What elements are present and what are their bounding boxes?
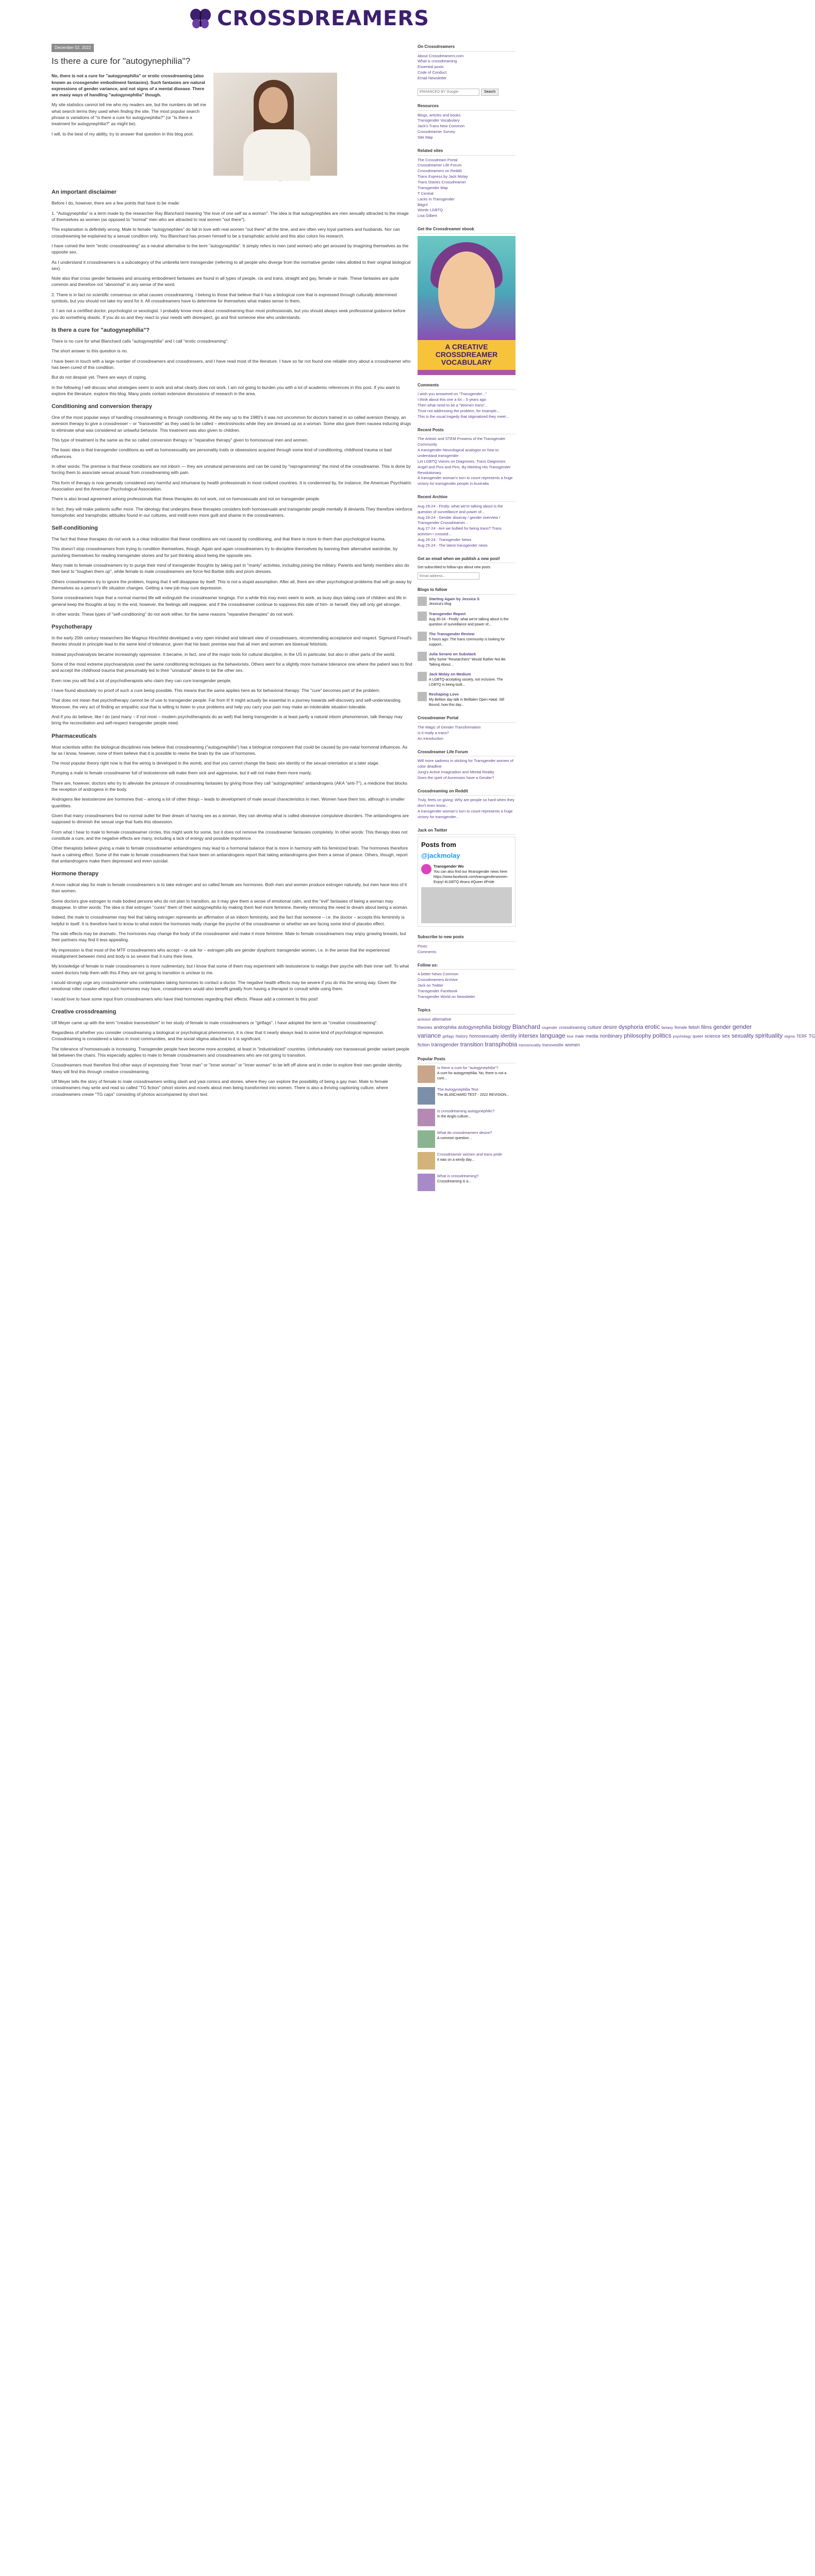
archive-heading: Recent Archive bbox=[418, 494, 515, 502]
section-heading: Is there a cure for "autogynephilia"? bbox=[52, 327, 150, 333]
site-brand: CROSSDREAMERS bbox=[217, 7, 429, 30]
sidebar-link[interactable]: Then what need to be a "Women trans"... bbox=[418, 403, 488, 408]
subscribe-heading: Subscribe to new posts bbox=[418, 934, 515, 942]
section-paragraph: In fact, they will make patients suffer more. The ideology that underpins these therapies considers both homosexuals and transgender people mentally ill deviants.They therefore reinforce homophobic and transphobic attitudes found in our cultures, and instill even more guilt and shame in the crossdreamers. bbox=[52, 506, 412, 518]
sidebar-link[interactable]: T Central bbox=[418, 191, 434, 196]
section-paragraph: Some of the most extreme psychoanalysis used the same conditioning techniques as the behaviorists. Others went for a slightly more humane tolerance one where the patient was to find and accept the childhood trauma that presumably led to their "unnatural" desire to be the other sex. bbox=[52, 662, 412, 673]
popular-block bbox=[418, 1056, 515, 1192]
section-paragraph: In other words: These types of "self-conditioning" do not work either, for the same reasons "reparative therapies" do not work. bbox=[52, 611, 294, 617]
section-paragraph: Other therapists believe giving a male to female crossdreamer antiandrogens may lead to a hormonal balance that is more in harmony with his feminized brain. The hormones therefore have a calming effect. Some of the male to female crossdreamers that have been on antiandrogens report that taking antiandrogens give them a sense of peace. Others, though, report that antiandrogens make them depressed and even suicidal. bbox=[52, 845, 408, 863]
blogs-list bbox=[418, 597, 515, 708]
on-crossdreamers-block bbox=[418, 44, 515, 81]
popular-post-excerpt: It was on a windy day... bbox=[437, 1158, 475, 1162]
topic-label-link[interactable]: androphilia bbox=[434, 1025, 457, 1030]
twitter-block bbox=[418, 827, 515, 927]
follow-block bbox=[418, 962, 515, 1000]
sidebar-link[interactable]: Does the spirit of Ascension have a Gender? bbox=[418, 775, 494, 780]
forum-heading: Crossdreamer Life Forum bbox=[418, 749, 515, 757]
sidebar-link[interactable]: Is it really a trans? bbox=[418, 730, 449, 735]
popular-post-item[interactable] bbox=[418, 1152, 515, 1170]
sidebar-link[interactable]: An introduction bbox=[418, 736, 444, 741]
blog-thumbnail bbox=[418, 612, 427, 621]
on-crossdreamers-heading: On Crossdreamers bbox=[418, 44, 515, 52]
twitter-avatar bbox=[421, 864, 431, 874]
search-block bbox=[418, 89, 515, 96]
twitter-text: You can also find our #transgender news here: https://www.facebook.com/transgenderwomen Enjoy! #LGBTQ #trans #Queer #Pride bbox=[434, 870, 508, 885]
butterfly-icon bbox=[189, 7, 212, 30]
follow-list bbox=[418, 972, 515, 999]
section-paragraph: There is also broad agreement among professionals that these therapies do not work, not on homosexuals and not on transgender people. bbox=[52, 496, 321, 502]
sidebar-link[interactable]: Bitgrrl bbox=[418, 202, 428, 207]
section-paragraph: Pumping a male to female crossdreamer full of testosterone will make them sick and aggressive, but it will not make them more manly. bbox=[52, 770, 312, 776]
section-paragraph: Most scientists within the biological disciplines now believe that crossdreaming ("autogynephilia") has a biological component that could be caused by pre-natal hormonal influences. As far as I know, however, none of them believe that it is possible to rewire the brain by the use of hormones. bbox=[52, 744, 408, 756]
section-heading: Self-conditioning bbox=[52, 525, 98, 532]
blog-thumbnail bbox=[418, 632, 427, 641]
popular-post-thumbnail bbox=[418, 1130, 435, 1148]
hero-figure bbox=[213, 73, 337, 182]
popular-post-title[interactable]: The Autogynephilia Test bbox=[437, 1087, 478, 1092]
intro-paragraph: I will, to the best of my ability, try to answer that question in this blog post. bbox=[52, 131, 194, 137]
section-paragraph: And if you do believe, like I do (and many – if not most – modern psychotherapists do as well) that being transgender is at least partly a natural inborn phenomenon, talk therapy may bring the reconciliation and self-respect transgender people need. bbox=[52, 714, 403, 726]
related-list bbox=[418, 158, 515, 219]
twitter-title: Posts from bbox=[421, 841, 456, 849]
section-paragraph: 3. I am not a certified doctor, psychologist or sexologist. I probably know more about crossdreaming than most professionals, but you should always seek professional guidance before you do something drastic. If you do so and they react to your needs with disrespect, go and find someone else who understands. bbox=[52, 308, 406, 320]
post-date: December 02, 2022 bbox=[52, 44, 94, 52]
section-paragraph: 1. "Autogynephilia" is a term made by the researcher Ray Blanchard meaning "the love of one self as a woman". The idea is that autogynephiles are men sexually attracted to the image of themselves as women (as opposed to "normal" men who are attracted to real women "out there"). bbox=[52, 210, 409, 222]
comments-block bbox=[418, 382, 515, 420]
section-heading: Pharmaceuticals bbox=[52, 733, 97, 739]
sidebar-link[interactable]: Comments bbox=[418, 949, 437, 954]
sidebar-link[interactable]: A transgender woman's turn to count represents a huge victory for transgender... bbox=[418, 809, 513, 819]
reddit-list bbox=[418, 798, 515, 820]
popular-post-thumbnail bbox=[418, 1087, 435, 1105]
sidebar-link[interactable]: Transgender Map bbox=[418, 185, 448, 190]
blog-title[interactable]: Jack Molay on Medium bbox=[429, 672, 471, 677]
popular-post-excerpt: The BLANCHARD TEST - 2022 REVISION... bbox=[437, 1093, 509, 1097]
post-main bbox=[52, 44, 412, 2576]
section-paragraph: Given that many crossdreamers find no normal outlet for their dream of having sex as a woman, they can develop what is called obsessive compulsive disorders. The antiandrogens are supposed to diminish the sexual urge that fuels this obsession. bbox=[52, 813, 409, 825]
post-body bbox=[52, 189, 412, 1097]
blog-thumbnail bbox=[418, 692, 427, 701]
popular-post-title[interactable]: Is there a cure for "autogynephilia"? bbox=[437, 1065, 498, 1071]
hero-image[interactable] bbox=[213, 73, 337, 176]
topic-label-link[interactable]: intersex bbox=[518, 1032, 539, 1039]
topic-label-link[interactable]: cisgender bbox=[541, 1026, 558, 1030]
portal-block bbox=[418, 715, 515, 741]
sidebar-link[interactable]: Aug 28-24 - Gender disarray / gender overview / Transgender Crossdreamer... bbox=[418, 515, 501, 526]
sidebar-link[interactable]: Lisa Gilbert bbox=[418, 213, 437, 218]
blog-title[interactable]: Reshaping Love bbox=[429, 692, 459, 697]
blog-item[interactable] bbox=[418, 632, 515, 648]
topic-label-link[interactable]: female bbox=[674, 1025, 687, 1030]
section-paragraph: Note also that cross gender fantasies and arousing embodiment fantasies are found in all types of people, cis and trans, straight and gay, female or male. These fantasies are quite common and therefore not "abnormal" in any sense of the word. bbox=[52, 276, 399, 287]
topic-label-link[interactable]: transphobia bbox=[485, 1040, 518, 1048]
related-heading: Related sites bbox=[418, 148, 515, 156]
sidebar-link[interactable]: Jack on Twitter bbox=[418, 983, 443, 988]
topic-label-link[interactable]: desire bbox=[603, 1025, 618, 1031]
section-heading: An important disclaimer bbox=[52, 189, 117, 196]
blog-title[interactable]: Julia Serano on Substack bbox=[429, 651, 476, 656]
section-paragraph: In the early 20th century researchers like Magnus Hirschfeld developed a very open minded and tolerant view of crossdressers, recommending acceptance and respect. Sigmund Freud's theories should in principle lead to the same kind of tolerance, given that his basic premise was that all men and women are bisexual fetishists. bbox=[52, 635, 412, 647]
sidebar-link[interactable]: Trust not addressing the problem, for example... bbox=[418, 408, 500, 413]
resources-block bbox=[418, 103, 515, 141]
topic-label-link[interactable]: language bbox=[540, 1031, 565, 1039]
popular-list bbox=[418, 1065, 515, 1191]
topic-label-link[interactable]: politics bbox=[652, 1031, 672, 1039]
blog-title[interactable]: Transgender Report bbox=[429, 611, 466, 616]
sidebar-link[interactable]: Will more sadness in sticking for Transgender women of color deadline bbox=[418, 758, 513, 769]
topic-label-link[interactable]: fantasy bbox=[661, 1026, 673, 1030]
section-paragraph: This explanation is definitely wrong. Male to female "autogynephiles" do fall in love with real women "out there" all the time, and are often very loyal partners and husbands. Nor can crossdreaming be explained by a sexual condition only. You Blanchard has proven himself to be a transphobic activist and this also colors his research. bbox=[52, 227, 400, 239]
archive-list bbox=[418, 504, 515, 549]
topic-label-link[interactable]: culture bbox=[587, 1025, 602, 1030]
sidebar-link[interactable]: Blogs, articles and books bbox=[418, 112, 461, 117]
blog-item[interactable] bbox=[418, 652, 515, 668]
subscribe-list bbox=[418, 944, 515, 955]
sidebar-link[interactable]: Words LGBTQ bbox=[418, 208, 443, 213]
blogs-heading: Blogs to follow bbox=[418, 587, 515, 595]
portal-heading: Crossdreamer Portal bbox=[418, 715, 515, 723]
vocab-block bbox=[418, 226, 515, 375]
popular-post-thumbnail bbox=[418, 1152, 435, 1170]
topic-label-link[interactable]: erotic bbox=[644, 1023, 660, 1031]
on-crossdreamers-list bbox=[418, 54, 515, 81]
section-paragraph: I would strongly urge any crossdreamer who contemplates taking hormones to contact a doctor. The negative health effects may be severe if you do this the wrong way. Given the emotional roller coaster effect such hormones may have, crossdreamers would also benefit greatly from having a therapist to consult while using them. bbox=[52, 979, 397, 992]
section-paragraph: I have been in touch with a large number of crossdreamers and crossdressers, and I have read most of the literature. I have so far not found one reliable story about a crossdreamer who has been cured of this condition. bbox=[52, 358, 411, 370]
post-intro bbox=[52, 73, 412, 182]
section-paragraph: My impression is that most of the MTF crossdreamers who accept – or ask for – estrogen pills are gender dysphoric transgender women, i.e. in the sense that the experienced misalignment between mind and body is so severe that it ruins their lives. bbox=[52, 947, 390, 959]
sidebar-link[interactable]: Jack's Trans New Common bbox=[418, 124, 465, 129]
section-paragraph: A more radical step for male to female crossdreamers is to take estrogen and so called female sex hormones. Both men and women produce estrogen naturally, but men have less of it than women. bbox=[52, 882, 407, 894]
topic-label-link[interactable]: spirituality bbox=[755, 1031, 783, 1039]
section-paragraph: Even now you will find a lot of psychotherapists who claim they can cure transgender people. bbox=[52, 677, 232, 683]
recent-block bbox=[418, 427, 515, 487]
sidebar-link[interactable]: The Magic of Gender Transformation bbox=[418, 725, 481, 730]
sidebar-link[interactable]: Aug 29-24 - Firstly: what we're talking about is the question of surveillance and power of... bbox=[418, 503, 503, 514]
recent-list bbox=[418, 436, 515, 487]
sidebar-link[interactable]: Essential posts bbox=[418, 64, 444, 70]
section-paragraph: The side effects may be dramatic. The hormones may change the body of the crossdreamer and make it more feminine. Male to female crossdreamers may enjoy growing breasts, but their partners may find it less appealing. bbox=[52, 931, 406, 943]
labels-block bbox=[418, 1007, 815, 1049]
sidebar-link[interactable]: Code of Conduct bbox=[418, 70, 447, 75]
topic-label-link[interactable]: gender variance bbox=[418, 1023, 752, 1039]
blog-excerpt: Aug 30-24 - Firstly: what we're talking about is the question of surveillance and power of... bbox=[429, 617, 509, 626]
blog-title[interactable]: Starting Again by Jessica S bbox=[429, 596, 480, 601]
topic-label-link[interactable]: love bbox=[567, 1035, 574, 1039]
topic-label-link[interactable]: philosophy bbox=[624, 1032, 651, 1039]
portal-list bbox=[418, 725, 515, 742]
sidebar-link[interactable]: Aug 27-24 - Are we bullied for being trans? Trans activism I crossed... bbox=[418, 526, 502, 537]
topic-label-link[interactable]: Blanchard bbox=[512, 1023, 540, 1031]
topic-label-link[interactable]: women bbox=[564, 1042, 580, 1047]
section-paragraph: Many male to female crossdreamers try to purge their mind of transgender thoughts by taking part in "manly" activities, including joining the military. Parents and family members also do their best to "toughen them up", while female to male crossdreamers are force-fed Barbie dolls and prom dresses. bbox=[52, 563, 409, 574]
sidebar-link[interactable]: Trans Express by Jack Molay bbox=[418, 174, 468, 179]
topic-label-link[interactable]: gender bbox=[713, 1024, 731, 1031]
sidebar-link[interactable]: About Crossdreamers.com bbox=[418, 53, 464, 58]
popular-post-excerpt: A common question... bbox=[437, 1137, 472, 1141]
sidebar-link[interactable]: Aug 25-24 - The latest transgender news bbox=[418, 543, 488, 548]
section-paragraph: Some crossdreamers hope that a normal married life will extinguish the crossdreamer longings. For a while this may even seem to work, as busy days taking care of children and life in general keep the thoughts at bay. In the end, however, the feelings will reappear, and if the crossdreamer continue to suppress this side of him- or herself, they will only get stronger. bbox=[52, 595, 407, 607]
popular-post-title[interactable]: What is crossdreaming? bbox=[437, 1174, 479, 1179]
topic-label-link[interactable]: TG fiction bbox=[418, 1033, 815, 1047]
topic-label-link[interactable]: autogynephilia bbox=[458, 1025, 492, 1031]
intro-bold: No, there is not a cure for "autogynephilia" or erotic crossdreaming (also known as crossgender embodiment fantasies). Such fantasies are natural expressions of gender variance, and not signs of a mental disease. There are many ways of handling "autogynephilia" though. bbox=[52, 73, 205, 98]
sidebar-link[interactable]: The Artistic and STEM Prowess of the Transgender Community bbox=[418, 436, 506, 447]
popular-post-item[interactable] bbox=[418, 1174, 515, 1191]
blog-thumbnail bbox=[418, 652, 427, 661]
blog-excerpt: Jessica's blog bbox=[429, 602, 452, 606]
topic-label-link[interactable]: dysphoria bbox=[619, 1024, 643, 1031]
section-paragraph: This doesn't stop crossdreamers from trying to condition themselves, though. Again and again crossdreamers try to discipline themselves by banning their alternative wardrobe, by punishing themselves for reading transgender stories and for just thinking about being the opposite sex. bbox=[52, 546, 398, 558]
section-paragraph: Androgens like testosterone are hormones that – among a lot of other things – leads to development of male sexual characteristics in men. Women have them too, although in smaller quantities. bbox=[52, 796, 405, 808]
twitter-handle[interactable]: @jackmolay bbox=[421, 852, 460, 860]
sidebar-link[interactable]: A transgender Neurological analogist on how to understand transgender bbox=[418, 448, 499, 458]
topic-label-link[interactable]: sex bbox=[722, 1033, 730, 1039]
section-paragraph: I have coined the term "erotic crossdreaming" as a neutral alternative to the term "autogynephilia". It simply refers to men (and women) who get aroused by imagining themselves as the opposite sex. bbox=[52, 243, 409, 255]
intro-paragraph: My site statistics cannot tell me who my readers are, but the numbers do tell me what search terms they used when finding the site. The most popular search phrase is variations of "is there a cure for autogynephilia?" (or "Is there a treatment for autogynephilia?" as might be). bbox=[52, 102, 206, 127]
vocab-ebook-image[interactable] bbox=[418, 236, 515, 375]
popular-post-item[interactable] bbox=[418, 1065, 515, 1083]
sidebar-link[interactable]: Jung's Active Imagination and Mental Reality bbox=[418, 769, 494, 774]
topic-label-link[interactable]: transsexuality bbox=[519, 1043, 541, 1047]
section-paragraph: This type of treatment is the same as the so called conversion therapy or "reparative therapy" given to homosexual men and women. bbox=[52, 437, 309, 443]
blog-excerpt: Why Some "Researchers" Would Rather Not Be Talking About... bbox=[429, 657, 506, 667]
sidebar-link[interactable]: Crossdreamers on Reddit bbox=[418, 168, 462, 174]
section-paragraph: There are, however, doctors who try to alleviate the pressure of crossdreaming fantasies by giving those they call "autogynephiles" antiandrogens (AKA "anti-T"), a medicine that blocks the reception of androgens in the body. bbox=[52, 780, 408, 792]
section-paragraph: My knowledge of female to male crossdreamers is more rudimentary, but I know that some of them may experiment with testosterone to realign their psyche with their inner self. To what extent doctors help them with this if they are not going to transition is unclear to me. bbox=[52, 963, 409, 975]
recent-heading: Recent Posts bbox=[418, 427, 515, 435]
sidebar-link[interactable]: Angel and Pins and Pins. By Meeting His Transgender Revolutionary bbox=[418, 464, 511, 475]
blog-item[interactable] bbox=[418, 612, 515, 628]
forum-list bbox=[418, 758, 515, 781]
sidebar-link[interactable]: Truly, feels on giving: Why are people so hard when they don't even know... bbox=[418, 798, 515, 808]
blog-thumbnail bbox=[418, 597, 427, 606]
comments-list bbox=[418, 392, 515, 419]
section-paragraph: Before I do, however, there are a few points that have to be made: bbox=[52, 200, 180, 206]
section-paragraph: Ulf Meyer came up with the term "creative transvestism" in her study of female to male crossdreamers or "girlfags". I have adopted the term as "creative crossdreaming". bbox=[52, 1020, 378, 1025]
section-paragraph: The short answer to this question is no. bbox=[52, 348, 128, 354]
section-heading: Hormone therapy bbox=[52, 871, 99, 877]
section-paragraph: Regardless of whether you consider crossdreaming a biological or psychological phenomenon, it is clear that it nearly always lead to some kind of psychological repression. Crossdreaming is considered a taboo in most communities, and the social stigma attached to it is significant. bbox=[52, 1030, 385, 1042]
topic-label-link[interactable]: identity bbox=[501, 1033, 517, 1039]
blogs-block bbox=[418, 587, 515, 708]
twitter-account: Transgender Wo bbox=[434, 864, 464, 869]
section-paragraph: The most popular theory right now is that the wiring is developed in the womb, and that you cannot change the basic sex identity or the sexual orientation at a later stage. bbox=[52, 760, 379, 766]
section-paragraph: In the following I will discuss what strategies seem to work and what clearly does not work. I am not going to burden you with a lot of academic references in this post. If you want to explore the literature, explore this blog. Many posts contain extensive discussions of research in the area. bbox=[52, 384, 400, 396]
email-text: Get subscribed to follow-ups about new posts bbox=[418, 566, 491, 570]
sidebar-link[interactable]: Lacks in Transgender bbox=[418, 196, 455, 201]
topic-label-link[interactable]: science bbox=[705, 1033, 721, 1039]
sidebar-link[interactable]: Email Newsletter bbox=[418, 76, 447, 81]
popular-post-item[interactable] bbox=[418, 1087, 515, 1105]
section-heading: Conditioning and conversion therapy bbox=[52, 403, 152, 410]
resources-list bbox=[418, 113, 515, 141]
popular-post-excerpt: Crossdreaming is a... bbox=[437, 1180, 472, 1184]
sidebar-link[interactable]: I think about this one a lot – 5 years ago bbox=[418, 397, 487, 402]
reddit-heading: Crossdreaming on Reddit bbox=[418, 788, 515, 796]
post-title: Is there a cure for "autogynephilia"? bbox=[52, 56, 191, 66]
section-paragraph: Crossdreamers must therefore find other ways of expressing their "inner man" or "inner woman" or "inner woman" to be left off alone and in order to explore their own gender identity. Many will find this through creative crossdreaming. bbox=[52, 1062, 403, 1074]
sidebar-link[interactable]: A better News Common bbox=[418, 972, 459, 977]
section-paragraph: The fact that these therapies do not work is a clear indication that these conditions are not caused by conditioning, and that there is more to them than psychological trauma. bbox=[52, 536, 386, 542]
search-button[interactable]: Search bbox=[481, 89, 498, 96]
section-paragraph: I have found absolutely no proof of such a cure being possible. This means that the same applies here as for behavioral therapy: The "cure" becomes part of the problem. bbox=[52, 688, 380, 693]
twitter-embed[interactable] bbox=[418, 837, 515, 927]
section-heading: Psychotherapy bbox=[52, 624, 92, 631]
section-paragraph: One of the most popular ways of handling crossdreaming is through conditioning. All the way up to the 1980's it was not uncommon for doctors trained in so called aversion therapy, an aversion therapy to give a crossdresser – or "transvestite" as they used to be called – electroshocks while they are dressed up as a woman. Some also gave them nausea inducing drugs to eliminate what was considered an unlawful behavior. This treatment was also given to children. bbox=[52, 415, 411, 433]
popular-post-item[interactable] bbox=[418, 1130, 515, 1148]
popular-post-thumbnail bbox=[418, 1109, 435, 1126]
sidebar-link[interactable]: Posts bbox=[418, 943, 427, 948]
topic-label-link[interactable]: nonbinary bbox=[600, 1033, 623, 1039]
sidebar bbox=[418, 44, 815, 2576]
blog-item[interactable] bbox=[418, 597, 515, 607]
section-paragraph: This form of therapy is now generally considered very harmful and inhumane by health professionals in most civilized countries. It is condemned by, for instance, the American Psychiatric Association and the American Psychological Association. bbox=[52, 480, 412, 492]
section-paragraph: But do not despair yet. There are ways of coping. bbox=[52, 375, 147, 380]
sidebar-link[interactable]: Trans Diaries Crossdreamer bbox=[418, 180, 466, 185]
topic-label-link[interactable]: queer bbox=[692, 1033, 704, 1039]
topic-label-link[interactable]: films bbox=[701, 1025, 712, 1031]
section-paragraph: As I understand it crossdreamers is a subcategory of the umbrella term transgender (referring to all people who diverge from the normative gender roles allotted to their original biological sex). bbox=[52, 259, 411, 271]
section-paragraph: From what I hear to male to female crossdreamer circles, this might work for some, but it does not remove the crossdreamer fantasies completely. In other words: This therapy does not constitute a cure, and the negative effects are many, including a lack of energy and possible impotence. bbox=[52, 829, 408, 841]
section-paragraph: Some doctors give estrogen to male bodied persons who do not plan to transition, as it may give them a sense of emotional calm, and the "evil" fantasies of being a woman may disappear. In other words: The idea is that estrogen "cures" them of their autogynephilia by making them feel more feminine, thereby removing the need to dream about being a woman. bbox=[52, 898, 408, 910]
sidebar-link[interactable]: Crossdreamer Survey bbox=[418, 129, 455, 134]
intro-text bbox=[52, 73, 206, 182]
related-block bbox=[418, 148, 515, 219]
sidebar-link[interactable]: I wish you answered on "Transgender..." bbox=[418, 392, 487, 397]
sidebar-link[interactable]: Crossdreamer Life Forum bbox=[418, 163, 462, 168]
section-paragraph: Others crossdreamers try to ignore the problem, hoping that it will disappear by itself. This is not a stupid assumption. After all, there are other psychological problems that will go away by themselves as a person's life situation changes. Getting a new job may cure depression. bbox=[52, 579, 412, 590]
vocab-banner: A CREATIVE CROSSDREAMER VOCABULARY bbox=[418, 340, 515, 370]
popular-post-thumbnail bbox=[418, 1065, 435, 1083]
topic-label-link[interactable]: TERF bbox=[796, 1033, 807, 1039]
popular-post-excerpt: A cure for autogynephilia. No, there is not a cure... bbox=[437, 1072, 507, 1081]
forum-block bbox=[418, 749, 515, 781]
blog-item[interactable] bbox=[418, 692, 515, 708]
site-header bbox=[0, 0, 619, 37]
topic-label-link[interactable]: history bbox=[455, 1033, 468, 1039]
topic-label-link[interactable]: media bbox=[585, 1033, 598, 1039]
section-paragraph: Instead psychoanalysis became increasingly oppressive. It became, in fact, one of the major tools for cultural discipline, in the US in particular, but also in other parts of the world. bbox=[52, 651, 396, 657]
topic-label-link[interactable]: transition bbox=[460, 1041, 484, 1048]
twitter-image bbox=[421, 887, 512, 923]
section-paragraph: That does not mean that psychotherapy cannot be of use to transgender people. Far from it! It might actually be essential in a journey towards self-discovery and self-understanding. Moreover, the very act of finding an empathic soul that is willing to listen to your problems and help you carry your pain may make an intolerable situation tolerable. bbox=[52, 698, 402, 709]
archive-block bbox=[418, 494, 515, 549]
section-paragraph: Ulf Meyer tells the story of female to male crossdreamers writing slash and yaoi comics and stories, where they can explore the possibility of being a gay man. Male to female crossdreamers may write and read so called "TG fiction" (short stories and novels about men being transformed into women. There is also a thriving captioning culture, where crossdreamers create "TG caps" consisting of photos accompanied by short text. bbox=[52, 1078, 388, 1097]
popular-post-title[interactable]: What do crossdreamers desire? bbox=[437, 1130, 492, 1136]
topic-label-link[interactable]: biology bbox=[493, 1024, 511, 1031]
sidebar-link[interactable]: The Crossdream Portal bbox=[418, 157, 458, 162]
popular-heading: Popular Posts bbox=[418, 1056, 515, 1064]
blog-thumbnail bbox=[418, 672, 427, 681]
popular-post-title[interactable]: Is crossdreaming autogynephilic? bbox=[437, 1109, 495, 1114]
sidebar-link[interactable]: Transgender World on Newsletter bbox=[418, 994, 475, 999]
section-paragraph: There is no cure for what Blanchard calls "autogynephilia" and I call "erotic crossdreaming". bbox=[52, 338, 229, 344]
twitter-heading: Jack on Twitter bbox=[418, 827, 515, 835]
subscribe-block bbox=[418, 934, 515, 955]
labels-heading: Topics bbox=[418, 1007, 515, 1015]
sidebar-link[interactable]: Site Map bbox=[418, 135, 433, 140]
sidebar-link[interactable]: Crossdreamers Archive bbox=[418, 977, 458, 982]
sidebar-link[interactable]: Let LGBTQ Voices on Diagnoses, Trans Diagnoses bbox=[418, 459, 506, 464]
topic-label-link[interactable]: activism bbox=[418, 1018, 431, 1022]
blog-title[interactable]: The Transgender Review bbox=[429, 631, 475, 636]
topic-label-link[interactable]: psychology bbox=[673, 1035, 691, 1039]
follow-heading: Follow us: bbox=[418, 962, 515, 970]
topic-label-link[interactable]: homosexuality bbox=[469, 1033, 500, 1039]
topic-label-link[interactable]: sexuality bbox=[731, 1032, 754, 1039]
sidebar-link[interactable]: A transgender woman's turn to count represents a huge victory for transgender people in Australia bbox=[418, 476, 513, 486]
sidebar-link[interactable]: Transgender Vocabulary bbox=[418, 118, 460, 123]
topic-label-link[interactable]: fetish bbox=[688, 1025, 700, 1030]
label-cloud bbox=[418, 1016, 815, 1048]
sidebar-link[interactable]: This is the usual tragedy that stigmatized they meet... bbox=[418, 414, 509, 419]
section-paragraph: The basic idea is that transgender conditions as well as homosexuality are personality traits or obsessions acquired through some kind of conditioning, childhood trauma or bad influences. bbox=[52, 447, 392, 459]
section-paragraph: The tolerance of homosexuals is increasing. Transgender people have become more accepted, at least in "industrialized" countries. Unfortunately non transsexual gender variant people fall between the chairs. This especially applies to male to female crossdreamers and crossdreamers who are not going to transition. bbox=[52, 1046, 409, 1058]
section-paragraph: I would love to have some input from crossdreamers who have tried hormones regarding their effects. Please add a comment to this post! bbox=[52, 996, 318, 1002]
sidebar-link[interactable]: Transgender Facebook bbox=[418, 988, 458, 993]
topic-label-link[interactable]: transgender bbox=[431, 1042, 459, 1048]
topic-label-link[interactable]: transvestite bbox=[542, 1042, 563, 1047]
topic-label-link[interactable]: alternative theories bbox=[418, 1017, 452, 1030]
blog-excerpt: A LGBTQ-accepting society, not inclusive. The LGBTQ is being built... bbox=[429, 677, 503, 687]
comments-heading: Comments bbox=[418, 382, 515, 390]
topic-label-link[interactable]: male bbox=[575, 1033, 584, 1039]
popular-post-item[interactable] bbox=[418, 1109, 515, 1126]
topic-label-link[interactable]: stigma bbox=[784, 1035, 795, 1039]
popular-post-excerpt: In the Anglo culture... bbox=[437, 1115, 471, 1119]
email-field[interactable] bbox=[418, 572, 479, 580]
resources-heading: Resources bbox=[418, 103, 515, 111]
blog-excerpt: 5 hours ago: The trans community is looking for support... bbox=[429, 637, 505, 647]
section-paragraph: 2. There is in fact no scientific consensus on what causes crossdreaming. I belong to those that believe that it has a biological core that is expressed through culturally determined symbols, but you should not take my word for it. All crossdreamers have to determine for themselves what makes sense to them. bbox=[52, 292, 397, 304]
popular-post-title[interactable]: Crossdreamer women and trans pride bbox=[437, 1152, 502, 1157]
popular-post-thumbnail bbox=[418, 1174, 435, 1191]
sidebar-link[interactable]: Aug 26-24 - Transgender News bbox=[418, 537, 472, 543]
section-heading: Creative crossdreaming bbox=[52, 1008, 117, 1015]
search-input[interactable] bbox=[418, 89, 479, 96]
sidebar-link[interactable]: What is crossdreaming bbox=[418, 59, 457, 64]
vocab-heading: Get the Crossdreamer ebook bbox=[418, 226, 515, 234]
email-heading: Get an email when we publish a new post! bbox=[418, 556, 515, 564]
reddit-block bbox=[418, 788, 515, 820]
topic-label-link[interactable]: crossdreaming bbox=[559, 1025, 586, 1030]
section-paragraph: In other words: The premise is that these conditions are not inborn — they are unnatural perversions and can be cured by "reprogramming" the mind of the crossdreamer. This is done by forcing them to associate sexual arousal from crossdreaming with pain. bbox=[52, 463, 411, 476]
blog-excerpt: My Beltion day talk in Belltalen Open Hatal. Stll Bound, how this day... bbox=[429, 698, 504, 707]
site-logo[interactable] bbox=[189, 4, 429, 33]
email-block bbox=[418, 556, 515, 580]
blog-item[interactable] bbox=[418, 672, 515, 688]
section-paragraph: Indeed, the male to crossdreamer may feel that taking estrogen represents an affirmation of an inborn femininity, and the fact that someone – i.e. the doctor – accepts this femininity is helpful in itself. It is therefore hard to know to what extent the hormones really change the psyche of the crossdreamer or whether we are facing some kind of placebo effect. bbox=[52, 914, 405, 926]
topic-label-link[interactable]: girlfags bbox=[442, 1035, 454, 1039]
